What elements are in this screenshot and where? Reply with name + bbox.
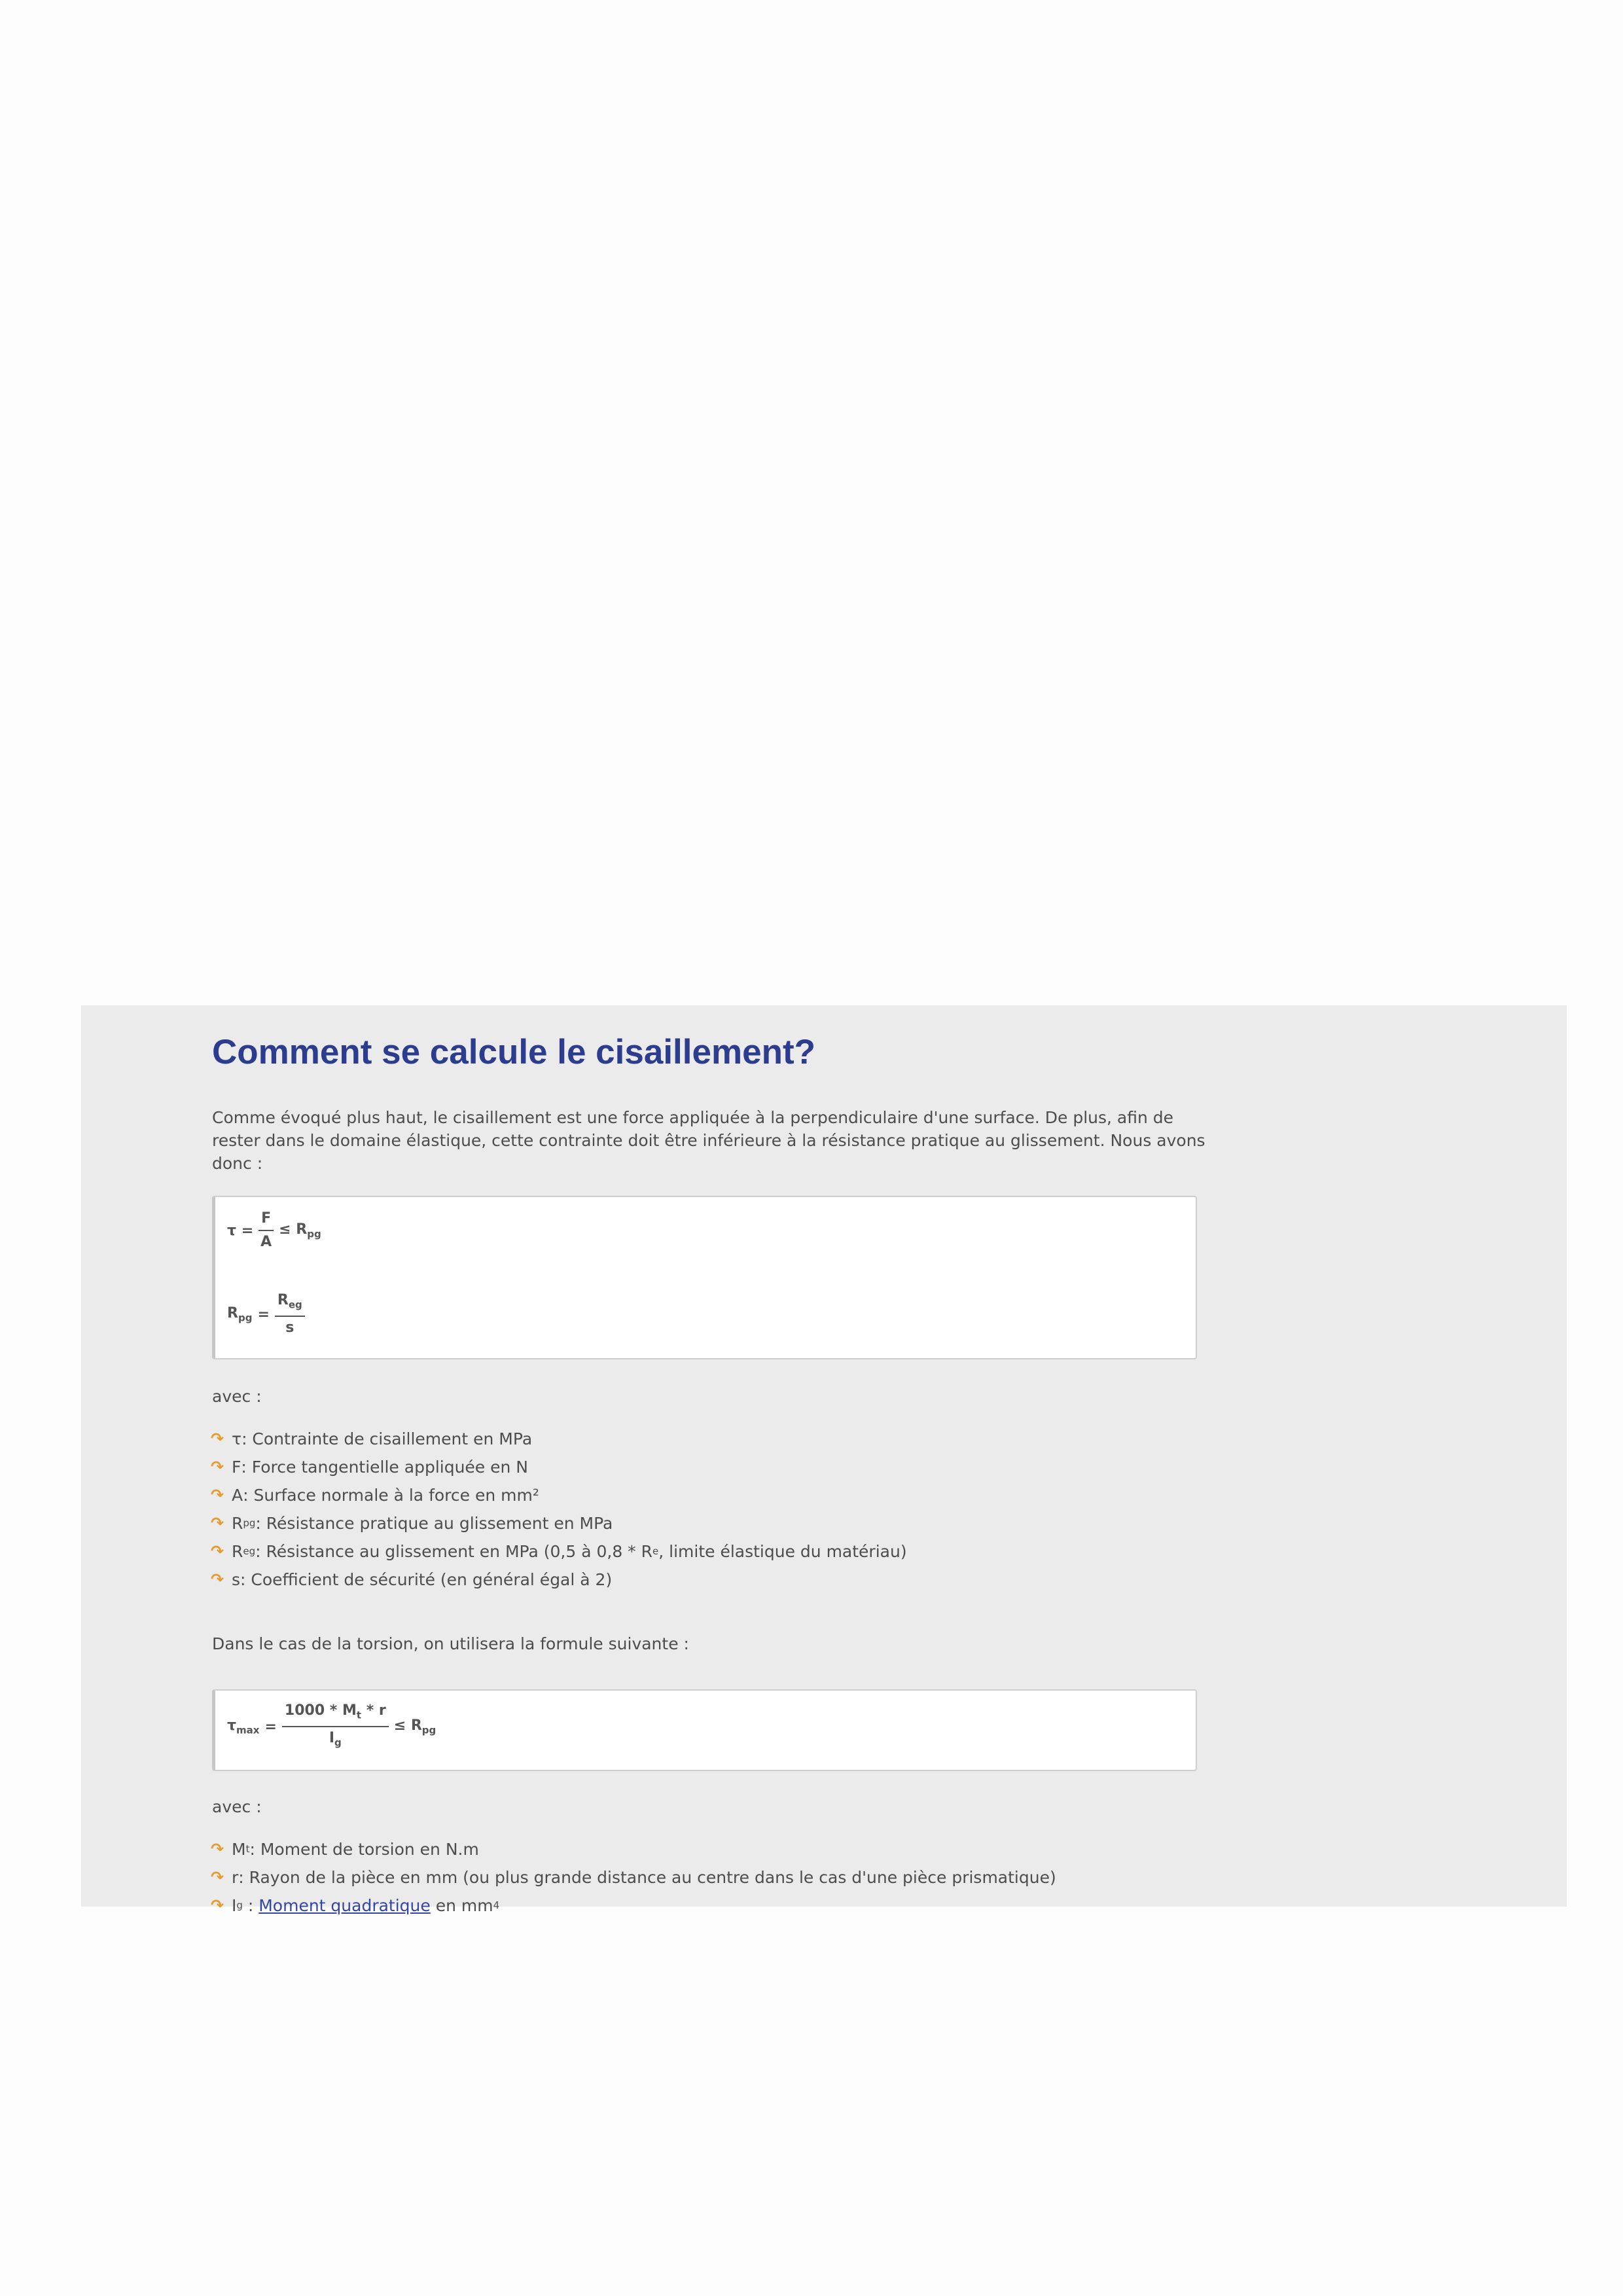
symbol-subscript: t bbox=[245, 1843, 250, 1855]
symbol: M bbox=[232, 1840, 246, 1859]
definition-text: en mm bbox=[430, 1896, 493, 1915]
definitions-list-torsion bbox=[212, 1835, 1207, 1920]
numerator-subscript: eg bbox=[288, 1299, 302, 1311]
fraction-denominator bbox=[329, 1727, 342, 1751]
symbol-subscript: g bbox=[236, 1899, 243, 1911]
fraction-numerator bbox=[282, 1702, 389, 1727]
definition-text: : Résistance au glissement en MPa (0,5 à 0,8 * R bbox=[255, 1542, 652, 1561]
formula-relation bbox=[279, 1221, 321, 1240]
definition-text: : Coefficient de sécurité (en général égal à 2) bbox=[240, 1570, 613, 1589]
formula-relation bbox=[394, 1717, 437, 1736]
symbol-subscript: pg bbox=[243, 1517, 256, 1529]
list-item bbox=[212, 1481, 1207, 1509]
symbol: R bbox=[232, 1542, 243, 1561]
symbol: τ bbox=[232, 1429, 242, 1448]
definition-text: : Surface normale à la force en mm² bbox=[243, 1486, 539, 1505]
list-item bbox=[212, 1537, 1207, 1566]
formula-torsion bbox=[227, 1702, 436, 1751]
numerator-part: 1000 * M bbox=[284, 1702, 357, 1719]
curved-arrow-icon: ↷ bbox=[211, 1570, 224, 1588]
curved-arrow-icon: ↷ bbox=[211, 1868, 224, 1886]
moment-quadratique-link[interactable]: Moment quadratique bbox=[259, 1896, 431, 1915]
avec-label: avec : bbox=[212, 1797, 262, 1816]
definition-text: : Contrainte de cisaillement en MPa bbox=[241, 1429, 533, 1448]
equals-sign: = bbox=[257, 1306, 270, 1323]
list-item bbox=[212, 1892, 1207, 1920]
definition-text: : Résistance pratique au glissement en MPa bbox=[255, 1514, 613, 1533]
curved-arrow-icon: ↷ bbox=[211, 1486, 224, 1504]
formula-lhs: τ = bbox=[227, 1222, 254, 1239]
curved-arrow-icon: ↷ bbox=[211, 1458, 224, 1476]
fraction bbox=[275, 1292, 305, 1336]
curved-arrow-icon: ↷ bbox=[211, 1896, 224, 1914]
formula-shear-stress bbox=[227, 1210, 321, 1251]
numerator-subscript: t bbox=[356, 1709, 362, 1721]
lhs-subscript: pg bbox=[238, 1312, 253, 1324]
definition-text: : Moment de torsion en N.m bbox=[249, 1840, 479, 1859]
lhs-symbol: R bbox=[227, 1305, 238, 1321]
fraction bbox=[259, 1210, 274, 1251]
formula-lhs bbox=[227, 1717, 259, 1736]
torsion-intro: Dans le cas de la torsion, on utilisera la formule suivante : bbox=[212, 1634, 689, 1653]
inline-subscript: e bbox=[652, 1545, 659, 1557]
definition-text: : Force tangentielle appliquée en N bbox=[241, 1458, 529, 1477]
denominator-symbol: I bbox=[329, 1730, 335, 1747]
relation-subscript: pg bbox=[421, 1724, 437, 1736]
symbol: R bbox=[232, 1514, 243, 1533]
curved-arrow-icon: ↷ bbox=[211, 1429, 224, 1448]
section-title: Comment se calcule le cisaillement? bbox=[212, 1033, 815, 1071]
unit-superscript: 4 bbox=[493, 1899, 500, 1911]
list-item bbox=[212, 1509, 1207, 1537]
fraction-denominator: s bbox=[285, 1319, 294, 1336]
intro-paragraph: Comme évoqué plus haut, le cisaillement est une force appliquée à la perpendiculaire d'une surface. De plus, afin de rester dans le domaine élastique, cette contrainte doit être inférieure à la résistance pratique au glissement. Nous avons donc : bbox=[212, 1108, 1205, 1173]
list-item bbox=[212, 1566, 1207, 1594]
definition-text: : Rayon de la pièce en mm (ou plus grande distance au centre dans le cas d'une pièce prismatique) bbox=[238, 1868, 1056, 1887]
numerator-symbol: R bbox=[277, 1292, 289, 1308]
fraction-numerator bbox=[275, 1292, 305, 1317]
fraction-denominator: A bbox=[260, 1234, 272, 1250]
symbol: s bbox=[232, 1570, 241, 1589]
definitions-list-shear bbox=[212, 1425, 1207, 1594]
numerator-part-2: * r bbox=[361, 1702, 386, 1719]
formula-lhs bbox=[227, 1305, 252, 1323]
formula-box-torsion bbox=[212, 1689, 1197, 1771]
lhs-symbol: τ bbox=[227, 1717, 237, 1734]
article-section bbox=[81, 1005, 1567, 1915]
list-item bbox=[212, 1453, 1207, 1481]
article-content bbox=[212, 1029, 1207, 1920]
formula-box-shear bbox=[212, 1196, 1197, 1359]
symbol-subscript: eg bbox=[243, 1545, 256, 1557]
relation-symbol: ≤ R bbox=[393, 1717, 422, 1734]
avec-label: avec : bbox=[212, 1387, 262, 1406]
symbol: I bbox=[232, 1896, 237, 1915]
curved-arrow-icon: ↷ bbox=[211, 1840, 224, 1858]
fraction-numerator: F bbox=[259, 1210, 274, 1231]
separator: : bbox=[242, 1896, 259, 1915]
equals-sign: = bbox=[264, 1718, 277, 1735]
definition-text-continued: , limite élastique du matériau) bbox=[658, 1542, 907, 1561]
denominator-subscript: g bbox=[334, 1736, 342, 1749]
list-item bbox=[212, 1425, 1207, 1453]
relation-subscript: pg bbox=[307, 1228, 321, 1240]
symbol: A bbox=[232, 1486, 243, 1505]
curved-arrow-icon: ↷ bbox=[211, 1542, 224, 1560]
relation-symbol: ≤ R bbox=[279, 1221, 308, 1238]
formula-practical-resistance bbox=[227, 1292, 310, 1336]
list-item bbox=[212, 1863, 1207, 1892]
fraction bbox=[282, 1702, 389, 1751]
symbol: F bbox=[232, 1458, 241, 1477]
symbol: r bbox=[232, 1868, 239, 1887]
curved-arrow-icon: ↷ bbox=[211, 1514, 224, 1532]
lhs-subscript: max bbox=[236, 1724, 260, 1736]
list-item bbox=[212, 1835, 1207, 1863]
